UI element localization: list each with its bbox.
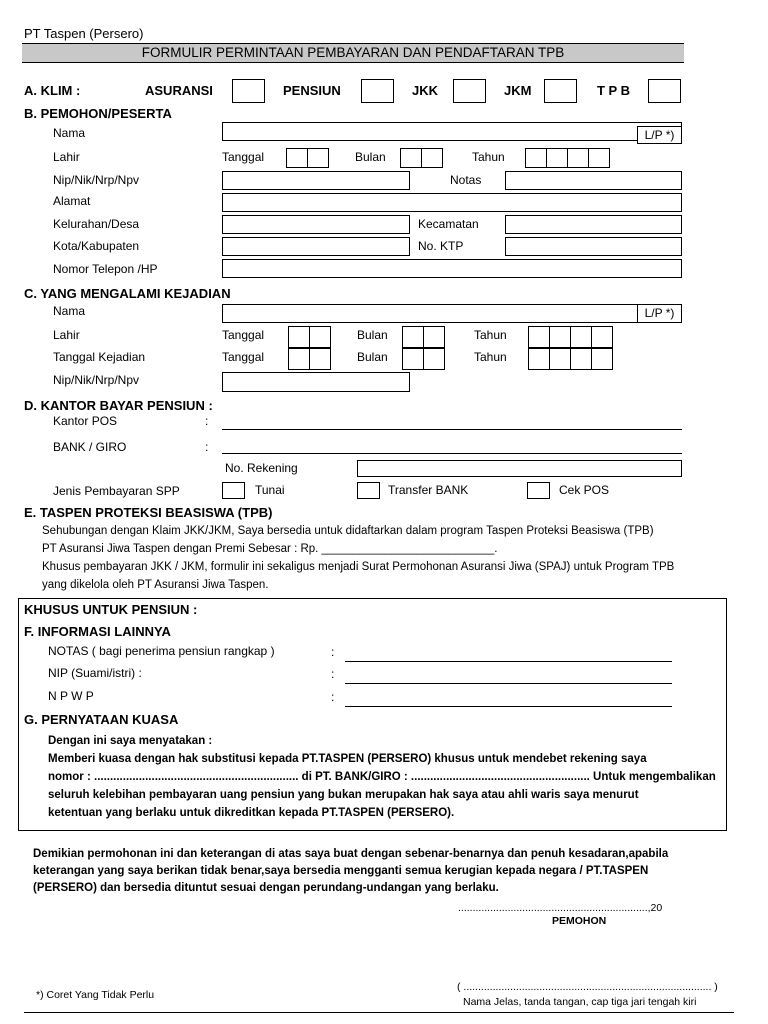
e-text-line1: Sehubungan dengan Klaim JKK/JKM, Saya bersedia untuk didaftarkan dalam program Taspen Proteksi Beasiswa (TPB): [42, 525, 654, 537]
c-kejadian-tanggal-cells[interactable]: [288, 348, 331, 370]
c-nama-label: Nama: [53, 304, 86, 318]
f-nip-colon: :: [331, 667, 335, 681]
b-tahun-label: Tahun: [472, 150, 505, 164]
section-c-label: C. YANG MENGALAMI KEJADIAN: [24, 286, 231, 301]
g-line3: nomor : ................................................................ di PT. BANK/GIRO : ........................................................ Untuk mengembalikan: [48, 771, 716, 783]
b-nama-label: Nama: [53, 126, 86, 140]
b-ktp-label: No. KTP: [418, 239, 464, 253]
b-telepon-input[interactable]: [222, 259, 682, 278]
g-line1: Dengan ini saya menyatakan :: [48, 735, 213, 747]
c-tanggal-label: Tanggal: [222, 328, 265, 342]
c-kejadian-bulan-label: Bulan: [357, 350, 388, 364]
d-no-rekening-input[interactable]: [357, 460, 682, 477]
company-name: PT Taspen (Persero): [24, 26, 144, 41]
c-tahun-cells[interactable]: [528, 326, 613, 348]
d-cek-pos-label: Cek POS: [559, 483, 610, 497]
d-cek-pos-checkbox[interactable]: [527, 482, 550, 499]
b-kota-input[interactable]: [222, 237, 410, 256]
d-jenis-label: Jenis Pembayaran SPP: [53, 484, 180, 498]
c-nama-input[interactable]: [222, 304, 682, 323]
bottom-rule: [24, 1012, 734, 1013]
option-pensiun-checkbox[interactable]: [361, 79, 394, 103]
b-alamat-label: Alamat: [53, 194, 91, 208]
b-tanggal-label: Tanggal: [222, 150, 265, 164]
pemohon-label: PEMOHON: [552, 915, 607, 927]
b-lahir-label: Lahir: [53, 150, 80, 164]
c-kejadian-tahun-cells[interactable]: [528, 348, 613, 370]
section-g-label: G. PERNYATAAN KUASA: [24, 712, 179, 727]
b-kelurahan-input[interactable]: [222, 215, 410, 234]
d-bank-giro-label: BANK / GIRO: [53, 440, 127, 454]
section-d-label: D. KANTOR BAYAR PENSIUN :: [24, 398, 213, 413]
c-lahir-label: Lahir: [53, 328, 80, 342]
section-b-label: B. PEMOHON/PESERTA: [24, 106, 172, 121]
c-lp-box[interactable]: [637, 304, 682, 323]
option-tpb-checkbox[interactable]: [648, 79, 681, 103]
b-kecamatan-input[interactable]: [505, 215, 682, 234]
d-kantor-pos-line[interactable]: [222, 429, 682, 430]
signature-caption: Nama Jelas, tanda tangan, cap tiga jari tengah kiri: [463, 996, 697, 1008]
section-f-label: F. INFORMASI LAINNYA: [24, 624, 171, 639]
d-tunai-label: Tunai: [255, 483, 285, 497]
b-nip-input[interactable]: [222, 171, 410, 190]
b-ktp-input[interactable]: [505, 237, 682, 256]
section-e-label: E. TASPEN PROTEKSI BEASISWA (TPB): [24, 505, 273, 520]
option-asuransi-checkbox[interactable]: [232, 79, 265, 103]
option-jkk-checkbox[interactable]: [453, 79, 486, 103]
b-nip-label: Nip/Nik/Nrp/Npv: [53, 173, 140, 187]
footnote: *) Coret Yang Tidak Perlu: [36, 989, 155, 1001]
c-tahun-label: Tahun: [474, 328, 507, 342]
khusus-label: KHUSUS UNTUK PENSIUN :: [24, 602, 198, 617]
b-bulan-cells[interactable]: [400, 148, 443, 168]
b-telepon-label: Nomor Telepon /HP: [53, 262, 158, 276]
option-jkm-label: JKM: [504, 83, 532, 98]
c-nip-label: Nip/Nik/Nrp/Npv: [53, 373, 140, 387]
form-title-bar: [22, 43, 684, 63]
c-kejadian-bulan-cells[interactable]: [402, 348, 445, 370]
f-notas-label: NOTAS ( bagi penerima pensiun rangkap ): [48, 644, 275, 658]
option-tpb-label: T P B: [597, 83, 630, 98]
form-title: FORMULIR PERMINTAAN PEMBAYARAN DAN PENDAFTARAN TPB: [141, 45, 565, 60]
d-no-rekening-label: No. Rekening: [225, 461, 298, 475]
closing-line2: keterangan yang saya berikan tidak benar,saya bersedia mengganti semua kerugian kepada negara / PT.TASPEN: [33, 865, 649, 877]
c-lp-label: L/P *): [644, 306, 675, 320]
c-nip-input[interactable]: [222, 372, 410, 392]
c-bulan-label: Bulan: [357, 328, 388, 342]
option-jkm-checkbox[interactable]: [544, 79, 577, 103]
section-a-label: A. KLIM :: [24, 83, 81, 98]
b-notas-label: Notas: [450, 173, 482, 187]
b-tahun-cells[interactable]: [525, 148, 610, 168]
option-asuransi-label: ASURANSI: [145, 83, 213, 98]
b-lp-label: L/P *): [644, 128, 675, 142]
e-text-line4: yang dikelola oleh PT Asuransi Jiwa Taspen.: [42, 579, 269, 591]
e-text-line3: Khusus pembayaran JKK / JKM, formulir ini sekaligus menjadi Surat Permohonan Asuransi Jiwa (SPAJ) untuk Program TPB: [42, 561, 675, 573]
d-transfer-checkbox[interactable]: [357, 482, 380, 499]
b-kecamatan-label: Kecamatan: [418, 217, 479, 231]
c-kejadian-tanggal-label: Tanggal: [222, 350, 265, 364]
d-kantor-pos-colon: :: [205, 414, 209, 428]
d-bank-giro-line[interactable]: [222, 453, 682, 454]
b-tanggal-cells[interactable]: [286, 148, 329, 168]
c-tanggal-kejadian-label: Tanggal Kejadian: [53, 350, 146, 364]
b-kota-label: Kota/Kabupaten: [53, 239, 140, 253]
g-line2: Memberi kuasa dengan hak substitusi kepada PT.TASPEN (PERSERO) khusus untuk mendebet rekening saya: [48, 753, 647, 765]
c-bulan-cells[interactable]: [402, 326, 445, 348]
b-nama-input[interactable]: [222, 122, 682, 141]
date-line[interactable]: .................................................................,20: [458, 902, 663, 914]
f-npwp-line[interactable]: [345, 706, 672, 707]
closing-line1: Demikian permohonan ini dan keterangan di atas saya buat dengan sebenar-benarnya dan penuh kesadaran,apabila: [33, 848, 669, 860]
b-lp-box[interactable]: [637, 126, 682, 144]
option-pensiun-label: PENSIUN: [283, 83, 341, 98]
g-line5: ketentuan yang berlaku untuk dikreditkan kepada PT.TASPEN (PERSERO).: [48, 807, 455, 819]
c-kejadian-tahun-label: Tahun: [474, 350, 507, 364]
f-nip-label: NIP (Suami/istri) :: [48, 666, 142, 680]
d-transfer-label: Transfer BANK: [388, 483, 469, 497]
b-bulan-label: Bulan: [355, 150, 386, 164]
e-text-line2: PT Asuransi Jiwa Taspen dengan Premi Sebesar : Rp. ___________________________.: [42, 543, 498, 555]
signature-line[interactable]: ( ..................................................................................... ): [457, 981, 718, 993]
d-tunai-checkbox[interactable]: [222, 482, 245, 499]
b-kelurahan-label: Kelurahan/Desa: [53, 217, 140, 231]
f-notas-line[interactable]: [345, 661, 672, 662]
closing-line3: (PERSERO) dan bersedia dituntut sesuai dengan perundang-undangan yang berlaku.: [33, 882, 499, 894]
option-jkk-label: JKK: [412, 83, 439, 98]
d-bank-giro-colon: :: [205, 440, 209, 454]
b-notas-input[interactable]: [505, 171, 682, 190]
f-notas-colon: :: [331, 645, 335, 659]
c-tanggal-cells[interactable]: [288, 326, 331, 348]
b-alamat-input[interactable]: [222, 193, 682, 212]
f-npwp-colon: :: [331, 690, 335, 704]
g-line4: seluruh kelebihan pembayaran uang pensiun yang bukan merupakan hak saya atau ahli waris saya menurut: [48, 789, 639, 801]
d-kantor-pos-label: Kantor POS: [53, 414, 118, 428]
f-nip-line[interactable]: [345, 683, 672, 684]
f-npwp-label: N P W P: [48, 689, 94, 703]
